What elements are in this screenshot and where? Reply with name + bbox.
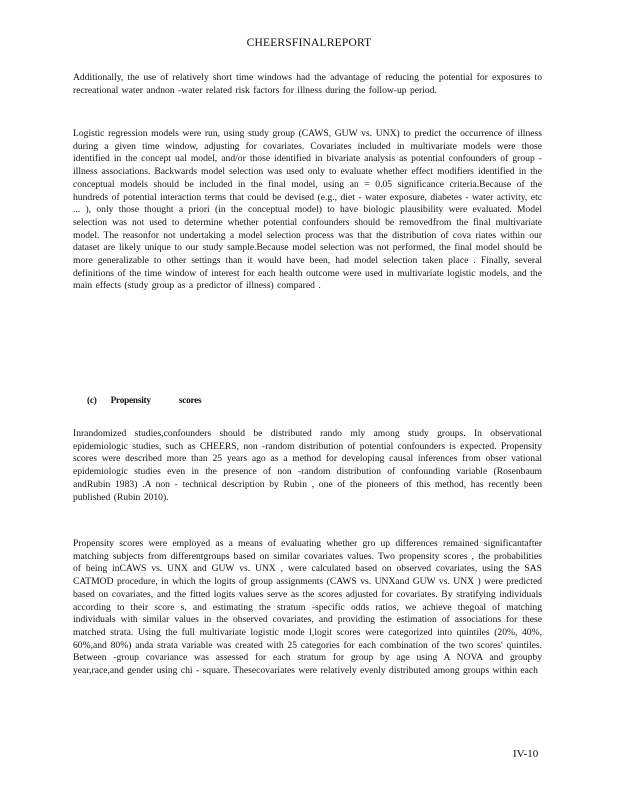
section-marker: (c) [87,395,97,405]
section-heading-word: Propensity [110,395,151,405]
section-heading-propensity-scores [87,395,215,405]
paragraph-propensity-methods: Propensity scores were employed as a means of evaluating whether gro up differences remained significantafter matching subjects from differentgroups based on similar covariates values. Two propensity scores , the probabilities of being inCAWS vs. UNX and GUW vs. UNX , were calculated based on observed covariates, using the SAS CATMOD procedure, in which the logits of group assignments (CAWS vs. UNXand GUW vs. UNX ) were predicted based on covariates, and the fitted logits values serve as the scores adjusted for covariates. By stratifying individuals according to their score s, and estimating the stratum -specific odds ratios, we achieve thegoal of matching individuals with similar values in the observed covariates, and providing the estimation of associations for these matched strata. Using the full multivariate logistic mode l,logit scores were categorized into quintiles (20%, 40%, 60%,and 80%) anda strata variable was created with 25 categories for each combination of the two scores' quintiles. Between -group covariance was assessed for each stratum for group by age using A NOVA and groupby year,race,and gender using chi - square. Thesecovariates were relatively evenly distributed among groups within each [73,538,542,677]
paragraph-randomized-studies: Inrandomized studies,confounders should be distributed rando mly among study groups. In observational epidemiologic studies, such as CHEERS, non -random distribution of potential confounders is expected. Propensity scores were described more than 25 years ago as a method for developing causal inferences from obser vational epidemiologic studies even in the presence of non -random distribution of confounding variable (Rosenbaum andRubin 1983) .A non - technical description by Rubin , one of the pioneers of this method, has recently been published (Rubin 2010). [73,428,542,503]
section-heading-word: scores [178,395,202,405]
report-header: CHEERSFINALREPORT [246,37,372,49]
paragraph-logistic-regression: Logistic regression models were run, using study group (CAWS, GUW vs. UNX) to predict the occurrence of illness during a given time window, adjusting for covariates. Covariates included in multivariate models were those identified in the concept ual model, and/or those identified in bivariate analysis as potential confounders of group -illness associations. Backwards model selection was used only to evaluate whether effect modifiers identified in the conceptual models should be included in the final model, using an = 0.05 significance criteria.Because of the hundreds of potential interaction terms that could be devised (e.g., diet - water exposure, diabetes - water activity, etc ... ), only those thought a priori (in the conceptual model) to have biologic plausibility were evaluated. Model selection was not used to determine whether potential confounders should be removedfrom the final multivariate model. The reasonfor not undertaking a model selection process was that the distribution of cova riates within our dataset are likely unique to our study sample.Because model selection was not performed, the final model should be more generalizable to other settings than it would have been, had model selection taken place . Finally, several definitions of the time window of interest for each health outcome were used in multivariate logistic models, and the main effects (study group as a predictor of illness) compared . [73,128,542,292]
paragraph-time-windows: Additionally, the use of relatively short time windows had the advantage of reducing the potential for exposures to recreational water andnon -water related risk factors for illness during the follow-up period. [73,72,542,96]
page-number: IV-10 [513,748,539,760]
